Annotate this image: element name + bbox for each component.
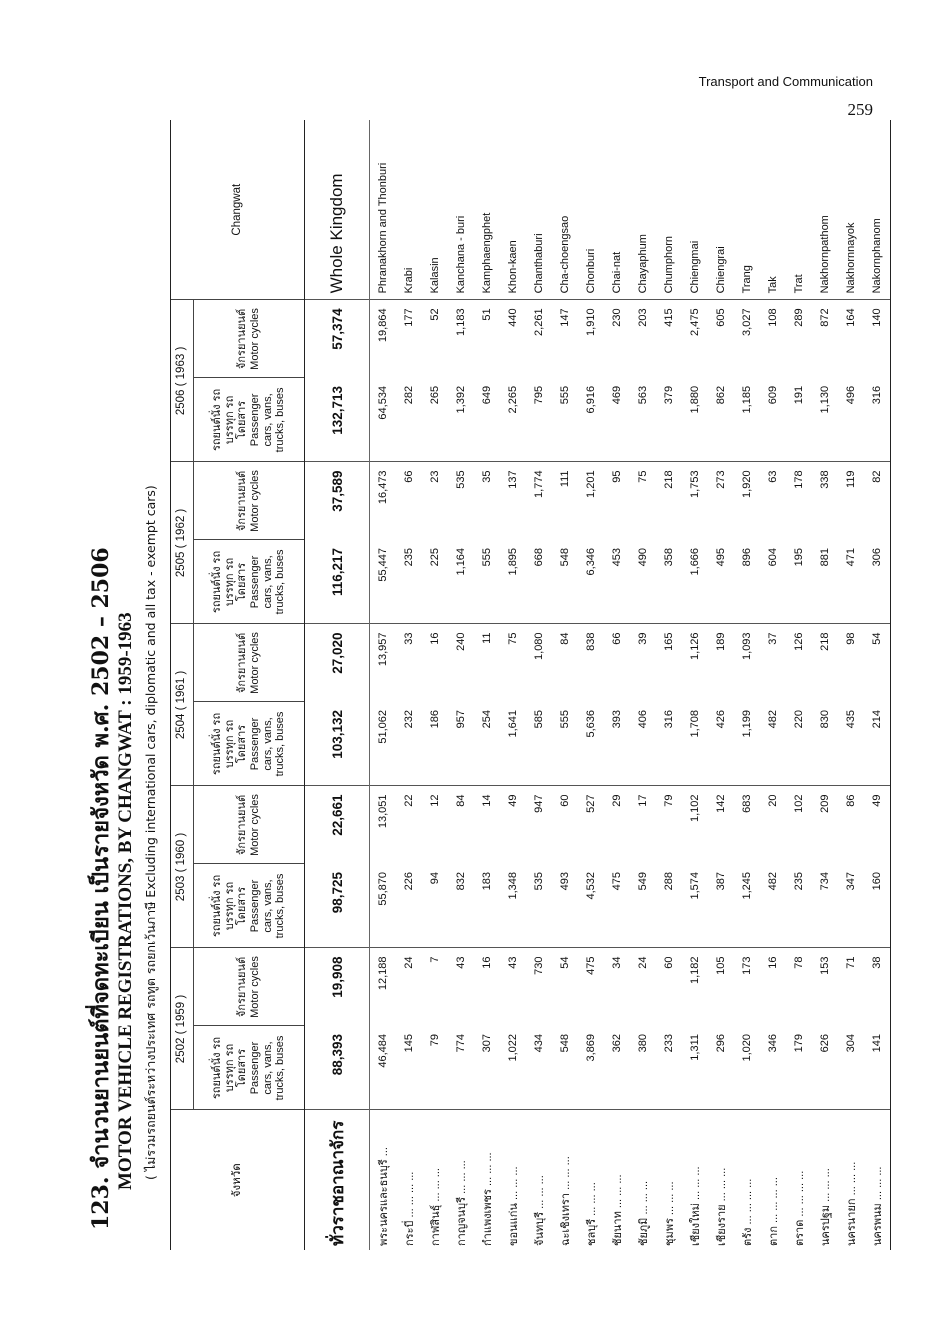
- table-cell: 3,027: [741, 308, 753, 336]
- row-label-eng: Kanchana - buri: [448, 120, 474, 300]
- table-cell: 306: [864, 540, 891, 624]
- row-label-thai: กระบี่ ... ... ... ...: [404, 1171, 416, 1246]
- table-cell: 609: [760, 378, 786, 462]
- table-row: [734, 120, 760, 1250]
- table-row: [526, 120, 552, 1250]
- titles-block: [75, 120, 165, 1250]
- table-cell: 183: [474, 864, 500, 948]
- table-row: [448, 120, 474, 1250]
- table-cell: 838: [585, 632, 597, 651]
- table-cell: 535: [455, 470, 467, 489]
- table-cell: 1,080: [533, 632, 545, 660]
- registrations-table: [170, 120, 891, 1250]
- table-cell: 406: [630, 702, 656, 786]
- row-label-eng: Chayaphum: [630, 120, 656, 300]
- table-cell: 63: [767, 470, 779, 483]
- table-cell: 78: [793, 956, 805, 969]
- table-cell: 1,774: [533, 470, 545, 498]
- table-cell: 88,393: [305, 1026, 370, 1110]
- table-cell: 19,864: [377, 308, 389, 343]
- table-row: [838, 120, 864, 1250]
- row-label-thai: ขอนแก่น ... ... ...: [508, 1166, 520, 1246]
- row-label-eng: Tak: [760, 120, 786, 300]
- table-cell: 6,346: [578, 540, 604, 624]
- table-cell: 66: [611, 632, 623, 645]
- table-cell: 362: [604, 1026, 630, 1110]
- table-cell: 66: [403, 470, 415, 483]
- table-cell: 141: [864, 1026, 891, 1110]
- subheader-motorcycles: จักรยานยนต์ Motor cycles: [194, 624, 305, 702]
- year-header: 2506 ( 1963 ): [171, 300, 194, 462]
- table-cell: 1,574: [682, 864, 708, 948]
- table-cell: 254: [474, 702, 500, 786]
- table-cell: 226: [396, 864, 422, 948]
- table-row: [500, 120, 526, 1250]
- table-cell: 862: [708, 378, 734, 462]
- table-cell: 220: [786, 702, 812, 786]
- table-row: [604, 120, 630, 1250]
- table-cell: 1,093: [741, 632, 753, 660]
- table-cell: 46,484: [370, 1026, 397, 1110]
- table-cell: 555: [552, 378, 578, 462]
- subheader-cars: รถยนต์นั่ง รถบรรทุก รถโดยสาร Passenger cars, vans, trucks, buses: [194, 702, 305, 786]
- table-cell: 730: [533, 956, 545, 975]
- table-cell: 235: [786, 864, 812, 948]
- table-note: ( ไม่รวมรถยนต์ระหว่างประเทศ รถทูต รถยกเว้นภาษี Excluding international cars, diplomatic and all tax - exempt cars): [143, 485, 158, 1180]
- year-header: 2504 ( 1961 ): [171, 624, 194, 786]
- table-cell: 307: [474, 1026, 500, 1110]
- table-cell: 434: [526, 1026, 552, 1110]
- table-cell: 1,022: [500, 1026, 526, 1110]
- table-cell: 16: [429, 632, 441, 645]
- table-cell: 346: [760, 1026, 786, 1110]
- table-cell: 604: [760, 540, 786, 624]
- table-row: [708, 120, 734, 1250]
- table-cell: 1,164: [448, 540, 474, 624]
- table-cell: 453: [604, 540, 630, 624]
- table-row: [864, 120, 891, 1250]
- table-cell: 22,661: [305, 786, 370, 864]
- row-label-eng: Kalasin: [422, 120, 448, 300]
- table-cell: 34: [611, 956, 623, 969]
- table-cell: 288: [656, 864, 682, 948]
- table-cell: 240: [455, 632, 467, 651]
- table-row: [656, 120, 682, 1250]
- table-cell: 60: [559, 794, 571, 807]
- year-header: 2502 ( 1959 ): [171, 948, 194, 1110]
- table-cell: 548: [552, 540, 578, 624]
- table-cell: 137: [507, 470, 519, 489]
- table-cell: 17: [637, 794, 649, 807]
- table-cell: 75: [507, 632, 519, 645]
- table-cell: 527: [585, 794, 597, 813]
- table-cell: 2,261: [533, 308, 545, 336]
- table-cell: 86: [845, 794, 857, 807]
- thai-title: 123. จำนวนยานยนต์ที่จดทะเบียน เป็นรายจังหวัด พ.ศ. 2502 – 2506: [88, 547, 114, 1230]
- row-label-eng: Nakornphanom: [864, 120, 891, 300]
- table-cell: 734: [812, 864, 838, 948]
- table-cell: 37,589: [305, 462, 370, 540]
- table-cell: 830: [812, 702, 838, 786]
- table-cell: 1,880: [682, 378, 708, 462]
- row-label-thai: ชัยนาท ... ... ...: [612, 1174, 624, 1246]
- table-cell: 1,245: [734, 864, 760, 948]
- table-cell: 230: [611, 308, 623, 327]
- table-cell: 1,199: [734, 702, 760, 786]
- table-cell: 471: [838, 540, 864, 624]
- table-cell: 1,201: [585, 470, 597, 498]
- row-label-thai: ตาก ... ... ... ...: [768, 1177, 780, 1246]
- table-cell: 2,265: [500, 378, 526, 462]
- table-cell: 214: [864, 702, 891, 786]
- table-cell: 103,132: [305, 702, 370, 786]
- table-cell: 51,062: [370, 702, 397, 786]
- table-cell: 79: [422, 1026, 448, 1110]
- table-cell: 1,392: [448, 378, 474, 462]
- table-cell: 5,636: [578, 702, 604, 786]
- table-cell: 296: [708, 1026, 734, 1110]
- table-cell: 555: [474, 540, 500, 624]
- table-cell: 605: [715, 308, 727, 327]
- table-cell: 7: [429, 956, 441, 963]
- table-cell: 1,130: [812, 378, 838, 462]
- table-row: [760, 120, 786, 1250]
- table-cell: 82: [864, 462, 891, 540]
- table-cell: 20: [767, 794, 779, 807]
- table-cell: 49: [507, 794, 519, 807]
- row-label-eng: Nakhornpathom: [812, 120, 838, 300]
- table-cell: 13,957: [377, 632, 389, 667]
- section-header: Transport and Communication: [698, 74, 873, 89]
- row-label-thai: นครปฐม ... ... ...: [820, 1168, 832, 1246]
- table-cell: 52: [429, 308, 441, 321]
- table-cell: 12,188: [377, 956, 389, 991]
- table-cell: 626: [812, 1026, 838, 1110]
- header-changwat-thai: จังหวัด: [171, 1110, 305, 1250]
- table-cell: 164: [845, 308, 857, 327]
- table-cell: 98,725: [305, 864, 370, 948]
- table-cell: 338: [819, 470, 831, 489]
- page-number: 259: [847, 100, 873, 119]
- table-cell: 179: [786, 1026, 812, 1110]
- table-cell: 145: [396, 1026, 422, 1110]
- table-cell: 54: [864, 624, 891, 702]
- table-cell: 27,020: [305, 624, 370, 702]
- table-cell: 39: [637, 632, 649, 645]
- table-cell: 563: [630, 378, 656, 462]
- table-cell: 84: [455, 794, 467, 807]
- table-cell: 33: [403, 632, 415, 645]
- table-cell: 147: [559, 308, 571, 327]
- table-row-total: [305, 120, 370, 1250]
- table-row: [578, 120, 604, 1250]
- table-cell: 49: [864, 786, 891, 864]
- english-title: MOTOR VEHICLE REGISTRATIONS, BY CHANGWAT : 1959-1963: [115, 612, 136, 1190]
- row-label-eng: Trat: [786, 120, 812, 300]
- table-cell: 6,916: [578, 378, 604, 462]
- header-changwat-eng: Changwat: [171, 120, 305, 300]
- table-cell: 1,910: [585, 308, 597, 336]
- table-cell: 19,908: [305, 948, 370, 1026]
- table-cell: 142: [715, 794, 727, 813]
- table-cell: 71: [845, 956, 857, 969]
- table-cell: 469: [604, 378, 630, 462]
- table-cell: 14: [481, 794, 493, 807]
- table-cell: 111: [559, 470, 571, 488]
- row-label-eng: Chumphorn: [656, 120, 682, 300]
- row-label-thai: ตรัง ... ... ... ...: [742, 1178, 754, 1246]
- row-label-thai: กำแพงเพชร ... ... ...: [482, 1152, 494, 1246]
- table-cell: 116,217: [305, 540, 370, 624]
- table-cell: 316: [656, 702, 682, 786]
- row-label-eng: Chanthaburi: [526, 120, 552, 300]
- table-cell: 22: [403, 794, 415, 807]
- table-row: [786, 120, 812, 1250]
- table-cell: 105: [715, 956, 727, 975]
- table-cell: 535: [526, 864, 552, 948]
- table-cell: 38: [864, 948, 891, 1026]
- table-cell: 37: [767, 632, 779, 645]
- table-cell: 209: [819, 794, 831, 813]
- table-cell: 43: [455, 956, 467, 969]
- table-cell: 23: [429, 470, 441, 483]
- table-cell: 232: [396, 702, 422, 786]
- table-cell: 12: [429, 794, 441, 807]
- subheader-cars: รถยนต์นั่ง รถบรรทุก รถโดยสาร Passenger cars, vans, trucks, buses: [194, 1026, 305, 1110]
- subheader-motorcycles: จักรยานยนต์ Motor cycles: [194, 786, 305, 864]
- table-cell: 957: [448, 702, 474, 786]
- table-cell: 495: [708, 540, 734, 624]
- row-label-thai: ตราด ... ... ... ...: [794, 1170, 806, 1246]
- table-cell: 54: [559, 956, 571, 969]
- table-cell: 1,126: [689, 632, 701, 660]
- row-label-eng: Trang: [734, 120, 760, 300]
- table-cell: 482: [760, 864, 786, 948]
- table-cell: 415: [663, 308, 675, 327]
- table-cell: 177: [403, 308, 415, 327]
- table-cell: 55,870: [370, 864, 397, 948]
- table-cell: 16,473: [377, 470, 389, 505]
- row-label-eng: Chiengmai: [682, 120, 708, 300]
- row-label-eng: Chiengrai: [708, 120, 734, 300]
- row-label-thai: ชัยภูมิ ... ... ...: [638, 1180, 650, 1246]
- row-label-thai: กาฬสินธุ์ ... ... ...: [430, 1168, 442, 1246]
- table-cell: 165: [663, 632, 675, 651]
- table-cell: 289: [793, 308, 805, 327]
- subheader-motorcycles: จักรยานยนต์ Motor cycles: [194, 300, 305, 378]
- row-label-thai: ชลบุรี ... ... ...: [586, 1182, 598, 1246]
- table-cell: 316: [864, 378, 891, 462]
- table-cell: 273: [715, 470, 727, 489]
- year-header: 2503 ( 1960 ): [171, 786, 194, 948]
- subheader-cars: รถยนต์นั่ง รถบรรทุก รถโดยสาร Passenger cars, vans, trucks, buses: [194, 378, 305, 462]
- row-label-eng: Chai-nat: [604, 120, 630, 300]
- table-cell: 64,534: [370, 378, 397, 462]
- row-label-thai: ชุมพร ... ... ...: [664, 1181, 676, 1246]
- table-cell: 426: [708, 702, 734, 786]
- subheader-motorcycles: จักรยานยนต์ Motor cycles: [194, 462, 305, 540]
- table-cell: 235: [396, 540, 422, 624]
- rotated-table-page: [75, 120, 884, 1250]
- table-cell: 225: [422, 540, 448, 624]
- table-row: [422, 120, 448, 1250]
- table-cell: 585: [526, 702, 552, 786]
- table-cell: 1,666: [682, 540, 708, 624]
- table-cell: 95: [611, 470, 623, 483]
- table-cell: 347: [838, 864, 864, 948]
- table-cell: 1,183: [455, 308, 467, 336]
- table-cell: 153: [819, 956, 831, 975]
- row-label-thai: ทั่วราชอาณาจักร: [305, 1110, 370, 1250]
- table-cell: 380: [630, 1026, 656, 1110]
- table-cell: 282: [396, 378, 422, 462]
- subheader-cars: รถยนต์นั่ง รถบรรทุก รถโดยสาร Passenger cars, vans, trucks, buses: [194, 540, 305, 624]
- table-cell: 358: [656, 540, 682, 624]
- table-cell: 1,185: [734, 378, 760, 462]
- row-label-thai: พระนครและธนบุรี ...: [378, 1147, 390, 1246]
- row-label-thai: จันทบุรี ... ... ...: [534, 1175, 546, 1246]
- row-label-eng: Kamphaengphet: [474, 120, 500, 300]
- table-cell: 218: [663, 470, 675, 489]
- table-cell: 774: [448, 1026, 474, 1110]
- row-label-eng: Krabi: [396, 120, 422, 300]
- subheader-cars: รถยนต์นั่ง รถบรรทุก รถโดยสาร Passenger cars, vans, trucks, buses: [194, 864, 305, 948]
- table-cell: 119: [845, 470, 857, 488]
- table-cell: 668: [526, 540, 552, 624]
- table-row: [630, 120, 656, 1250]
- table-cell: 126: [793, 632, 805, 651]
- table-cell: 490: [630, 540, 656, 624]
- table-cell: 16: [767, 956, 779, 969]
- table-cell: 75: [637, 470, 649, 483]
- table-cell: 178: [793, 470, 805, 489]
- table-cell: 35: [481, 470, 493, 483]
- table-cell: 683: [741, 794, 753, 813]
- row-label-eng: Phranakhorn and Thonburi: [370, 120, 397, 300]
- table-cell: 1,895: [500, 540, 526, 624]
- table-cell: 186: [422, 702, 448, 786]
- table-cell: 475: [585, 956, 597, 975]
- table-cell: 387: [708, 864, 734, 948]
- table-cell: 1,708: [682, 702, 708, 786]
- table-row: [552, 120, 578, 1250]
- table-cell: 832: [448, 864, 474, 948]
- table-cell: 555: [552, 702, 578, 786]
- table-cell: 1,020: [734, 1026, 760, 1110]
- table-cell: 2,475: [689, 308, 701, 336]
- table-cell: 435: [838, 702, 864, 786]
- table-cell: 496: [838, 378, 864, 462]
- table-cell: 379: [656, 378, 682, 462]
- table-cell: 475: [604, 864, 630, 948]
- table-cell: 203: [637, 308, 649, 327]
- table-cell: 3,869: [578, 1026, 604, 1110]
- row-label-thai: ฉะเชิงเทรา ... ... ...: [560, 1156, 572, 1246]
- table-cell: 233: [656, 1026, 682, 1110]
- table-cell: 94: [422, 864, 448, 948]
- table-cell: 4,532: [578, 864, 604, 948]
- table-cell: 896: [734, 540, 760, 624]
- table-row: [370, 120, 397, 1250]
- table-cell: 84: [559, 632, 571, 645]
- table-cell: 493: [552, 864, 578, 948]
- row-label-eng: Cha-choengsao: [552, 120, 578, 300]
- table-cell: 132,713: [305, 378, 370, 462]
- row-label-thai: เชียงใหม่ ... ... ...: [690, 1166, 702, 1246]
- row-label-thai: นครนายก ... ... ...: [846, 1161, 858, 1246]
- table-cell: 43: [507, 956, 519, 969]
- table-cell: 1,641: [500, 702, 526, 786]
- table-row: [812, 120, 838, 1250]
- table-cell: 265: [422, 378, 448, 462]
- table-cell: 393: [604, 702, 630, 786]
- row-label-eng: Nakhornnayok: [838, 120, 864, 300]
- table-cell: 872: [819, 308, 831, 327]
- table-cell: 24: [403, 956, 415, 969]
- table-cell: 11: [481, 632, 493, 644]
- table-cell: 29: [611, 794, 623, 807]
- table-cell: 947: [533, 794, 545, 813]
- table-cell: 795: [526, 378, 552, 462]
- row-label-eng: Chonburi: [578, 120, 604, 300]
- table-cell: 57,374: [305, 300, 370, 378]
- table-row: [474, 120, 500, 1250]
- table-cell: 60: [663, 956, 675, 969]
- table-cell: 108: [767, 308, 779, 327]
- table-cell: 191: [786, 378, 812, 462]
- table-cell: 98: [845, 632, 857, 645]
- table-cell: 140: [864, 300, 891, 378]
- table-body: [305, 120, 891, 1250]
- row-label-thai: นครพนม ... ... ...: [864, 1110, 891, 1250]
- table-cell: 549: [630, 864, 656, 948]
- table-cell: 173: [741, 956, 753, 975]
- table-cell: 160: [864, 864, 891, 948]
- table-cell: 13,051: [377, 794, 389, 829]
- table-cell: 304: [838, 1026, 864, 1110]
- row-label-thai: กาญจนบุรี ... ... ...: [456, 1160, 468, 1246]
- subheader-motorcycles: จักรยานยนต์ Motor cycles: [194, 948, 305, 1026]
- table-cell: 16: [481, 956, 493, 969]
- table-cell: 1,920: [741, 470, 753, 498]
- table-cell: 102: [793, 794, 805, 813]
- table-cell: 881: [812, 540, 838, 624]
- table-cell: 79: [663, 794, 675, 807]
- table-cell: 189: [715, 632, 727, 651]
- table-cell: 1,311: [682, 1026, 708, 1110]
- table-row: [682, 120, 708, 1250]
- table-cell: 482: [760, 702, 786, 786]
- table-cell: 218: [819, 632, 831, 651]
- table-cell: 1,348: [500, 864, 526, 948]
- table-row: [396, 120, 422, 1250]
- row-label-eng: Whole Kingdom: [305, 120, 370, 300]
- year-header: 2505 ( 1962 ): [171, 462, 194, 624]
- row-label-eng: Khon-kaen: [500, 120, 526, 300]
- table-cell: 649: [474, 378, 500, 462]
- table-cell: 548: [552, 1026, 578, 1110]
- table-cell: 1,753: [689, 470, 701, 498]
- table-cell: 195: [786, 540, 812, 624]
- table-cell: 1,102: [689, 794, 701, 822]
- table-cell: 51: [481, 308, 493, 321]
- table-cell: 1,182: [689, 956, 701, 985]
- row-label-thai: เชียงราย ... ... ...: [716, 1167, 728, 1246]
- table-cell: 24: [637, 956, 649, 969]
- table-cell: 440: [507, 308, 519, 327]
- table-cell: 55,447: [370, 540, 397, 624]
